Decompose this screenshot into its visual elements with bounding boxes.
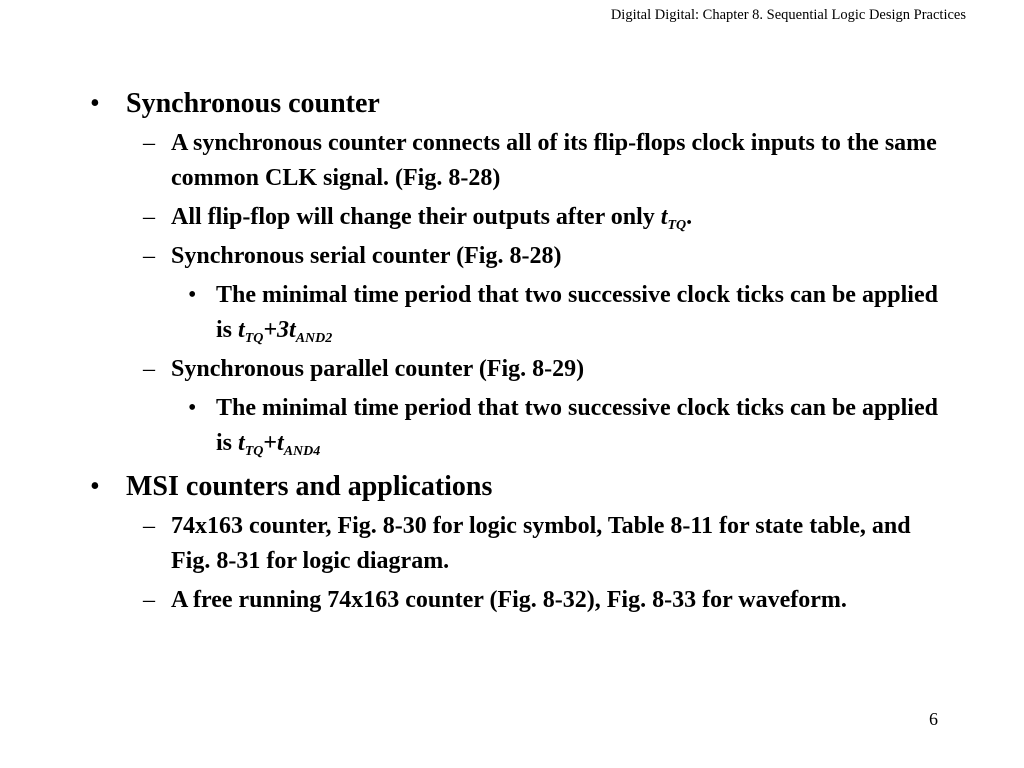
bullet-marker: • — [90, 88, 100, 119]
page-number: 6 — [929, 709, 938, 729]
math-subscript: TQ — [244, 331, 264, 346]
dash-text — [171, 204, 693, 233]
math-subscript: AND2 — [295, 331, 333, 346]
dash-marker: – — [143, 356, 155, 382]
bullet-msi-counters — [0, 469, 946, 505]
math-subscript: TQ — [244, 444, 264, 459]
dash-marker: – — [143, 204, 155, 230]
math-var: t — [238, 430, 245, 456]
math-t-tq — [660, 204, 687, 233]
dash-text: A synchronous counter connects all of its flip-flops clock inputs to the same common CLK signal. (Fig. 8-28) — [171, 130, 937, 191]
dash-marker: – — [143, 130, 155, 156]
sub-bullet-text — [216, 395, 938, 459]
math-operator: +3 — [263, 317, 290, 343]
dash-text: A free running 74x163 counter (Fig. 8-32), Fig. 8-33 for waveform. — [171, 587, 847, 613]
bullet-text: MSI counters and applications — [126, 471, 493, 502]
sub-bullet-serial-min-period — [0, 278, 956, 348]
math-expression — [238, 430, 321, 459]
text-suffix: . — [686, 204, 693, 230]
math-var: t — [238, 317, 245, 343]
dash-sync-serial — [0, 239, 951, 274]
dash-marker: – — [143, 587, 155, 613]
sub-bullet-text — [216, 282, 938, 346]
text-prefix: All flip-flop will change their outputs after only — [171, 204, 661, 230]
math-subscript: TQ — [667, 218, 687, 233]
spacer — [0, 461, 1024, 469]
dash-msi-163 — [0, 509, 951, 579]
slide-body — [0, 86, 1024, 618]
math-var: t — [289, 317, 296, 343]
math-expression — [238, 317, 333, 346]
bullet-marker: • — [90, 471, 100, 502]
dash-sync-connects — [0, 126, 951, 196]
math-operator: + — [263, 430, 278, 456]
dash-marker: – — [143, 243, 155, 269]
sub-bullet-parallel-min-period — [0, 391, 956, 461]
text-prefix: The minimal time period that two successive clock ticks can be applied is — [216, 395, 938, 456]
dash-all-flip-flop — [0, 200, 951, 235]
text-prefix: The minimal time period that two successive clock ticks can be applied is — [216, 282, 938, 343]
dash-text: 74x163 counter, Fig. 8-30 for logic symbol, Table 8-11 for state table, and Fig. 8-31 for logic diagram. — [171, 513, 911, 574]
dash-text: Synchronous parallel counter (Fig. 8-29) — [171, 356, 585, 382]
math-subscript: AND4 — [283, 444, 321, 459]
dash-msi-free-running — [0, 583, 951, 618]
bullet-marker: • — [188, 395, 197, 421]
slide-header: Digital Digital: Chapter 8. Sequential Logic Design Practices — [610, 7, 966, 23]
dash-sync-parallel — [0, 352, 951, 387]
math-var: t — [660, 204, 668, 230]
bullet-marker: • — [188, 282, 197, 308]
math-var: t — [277, 430, 284, 456]
bullet-text: Synchronous counter — [126, 88, 380, 119]
dash-marker: – — [143, 513, 155, 539]
bullet-synchronous-counter — [0, 86, 946, 122]
dash-text: Synchronous serial counter (Fig. 8-28) — [171, 243, 562, 269]
